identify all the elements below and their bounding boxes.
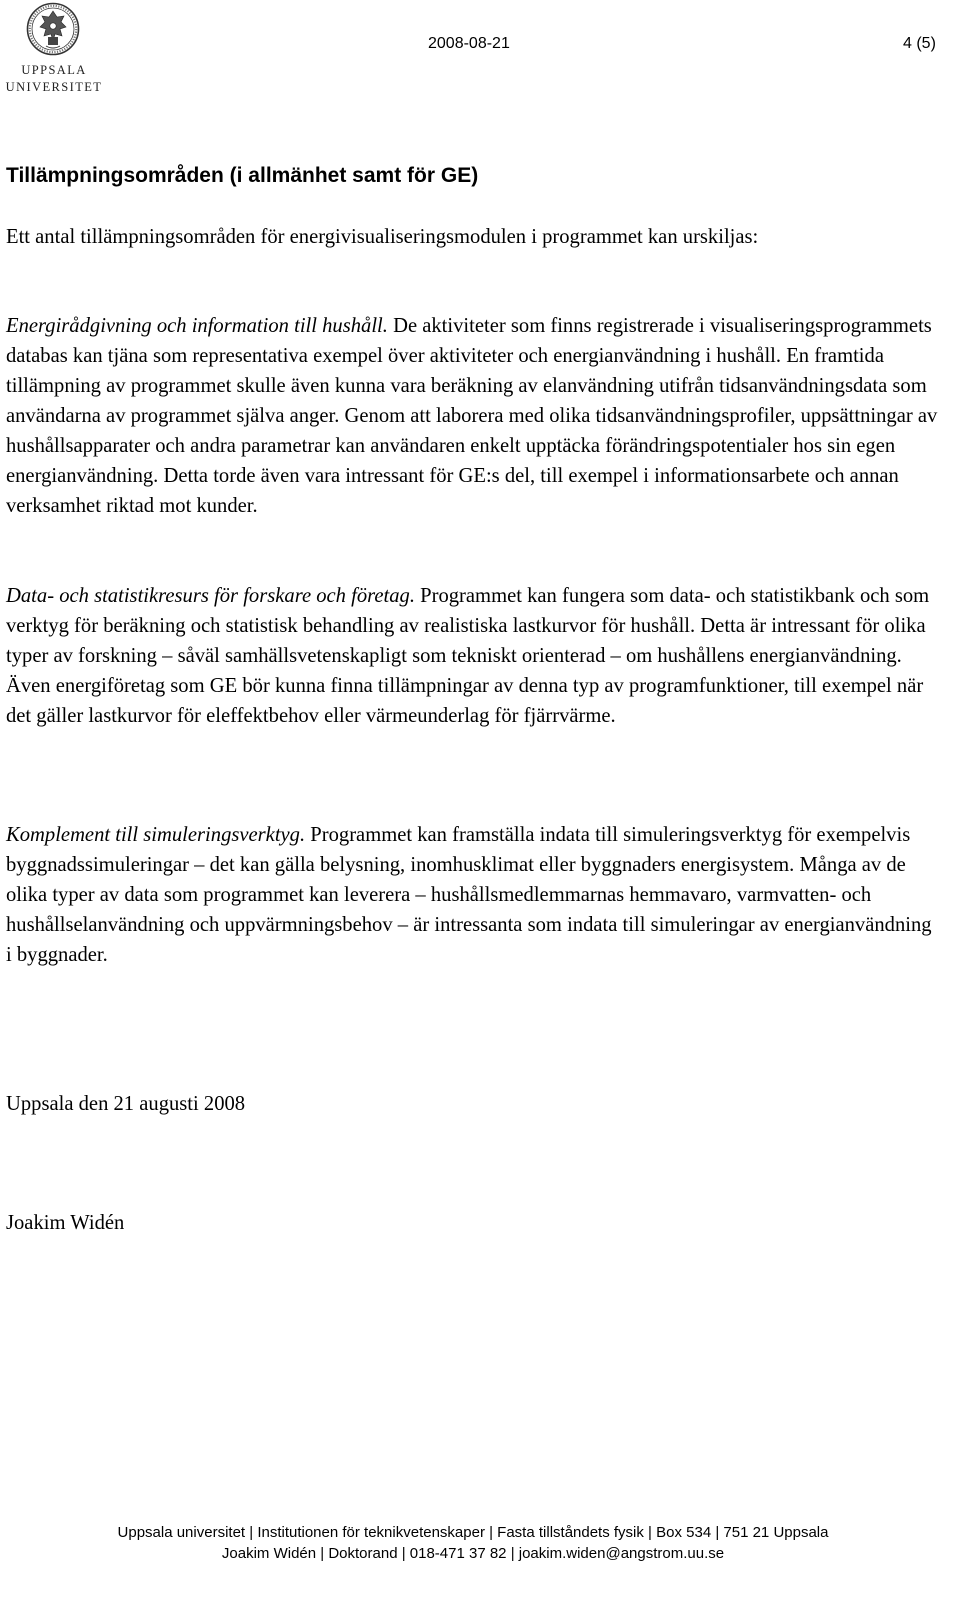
university-seal-icon [26,2,80,56]
university-logo [4,2,104,98]
paragraph-lead: Data- och statistikresurs för forskare och företag. [6,585,415,607]
paragraph-energy-advice [6,311,941,521]
page-indicator: 4 (5) [903,35,936,52]
logo-text-universitet: UNIVERSITET [5,80,103,94]
footer-address: Uppsala universitet | Institutionen för teknikvetenskaper | Fasta tillståndets fysik | Box 534 | 751 21 Uppsala [117,1524,829,1541]
signatory-name: Joakim Widén [6,1212,125,1234]
paragraph-text: Programmet kan framställa indata till simuleringsverktyg för exempelvis byggnadssimuleringar – det kan gälla belysning, inomhusklimat eller byggnaders energisystem. Många av de olika typer av data som programmet kan leverera – hushållsmedlemmarnas hemmavaro, varmvatten- och hushållselanvändning och uppvärmningsbehov – är intressanta som indata till simuleringar av energianvändning i byggnader. [6,824,932,966]
paragraph-text: Programmet kan fungera som data- och statistikbank och som verktyg för beräkning och statistisk behandling av realistiska lastkurvor för hushåll. Detta är intressant för olika typer av forskning – såväl samhällsvetenskapligt som tekniskt orienterad – om hushållens energianvändning. Även energiföretag som GE bör kunna finna tillämpningar av denna typ av programfunktioner, till exempel när det gäller lastkurvor för eleffektbehov eller värmeunderlag för fjärrvärme. [6,585,930,727]
paragraph-text: De aktiviteter som finns registrerade i visualiseringsprogrammets databas kan tjäna som representativa exempel över aktiviteter och energianvändning i hushåll. En framtida tillämpning av programmet skulle även kunna vara beräkning av elanvändning utifrån tidsanvändningsdata som användarna av programmet själva anger. Genom att laborera med olika tidsanvändningsprofiler, uppsättningar av hushållsapparater och andra parametrar kan användaren enkelt upptäcka förändringspotentialer hos sin egen energianvändning. Detta torde även vara intressant för GE:s del, till exempel i informationsarbete och annan verksamhet riktad mot kunder. [6,315,938,517]
paragraph-data-resource [6,581,941,731]
paragraph-simulation [6,820,941,970]
paragraph-lead: Komplement till simuleringsverktyg. [6,824,306,846]
section-heading: Tillämpningsområden (i allmänhet samt för GE) [6,164,479,187]
footer-contact: Joakim Widén | Doktorand | 018-471 37 82 | joakim.widen@angstrom.uu.se [221,1545,725,1562]
paragraph-lead: Energirådgivning och information till hushåll. [6,315,388,337]
intro-paragraph: Ett antal tillämpningsområden för energivisualiseringsmodulen i programmet kan urskiljas: [6,226,759,248]
closing-place-date: Uppsala den 21 augusti 2008 [6,1093,246,1115]
document-date: 2008-08-21 [428,35,510,52]
logo-text-uppsala: UPPSALA [21,63,87,77]
